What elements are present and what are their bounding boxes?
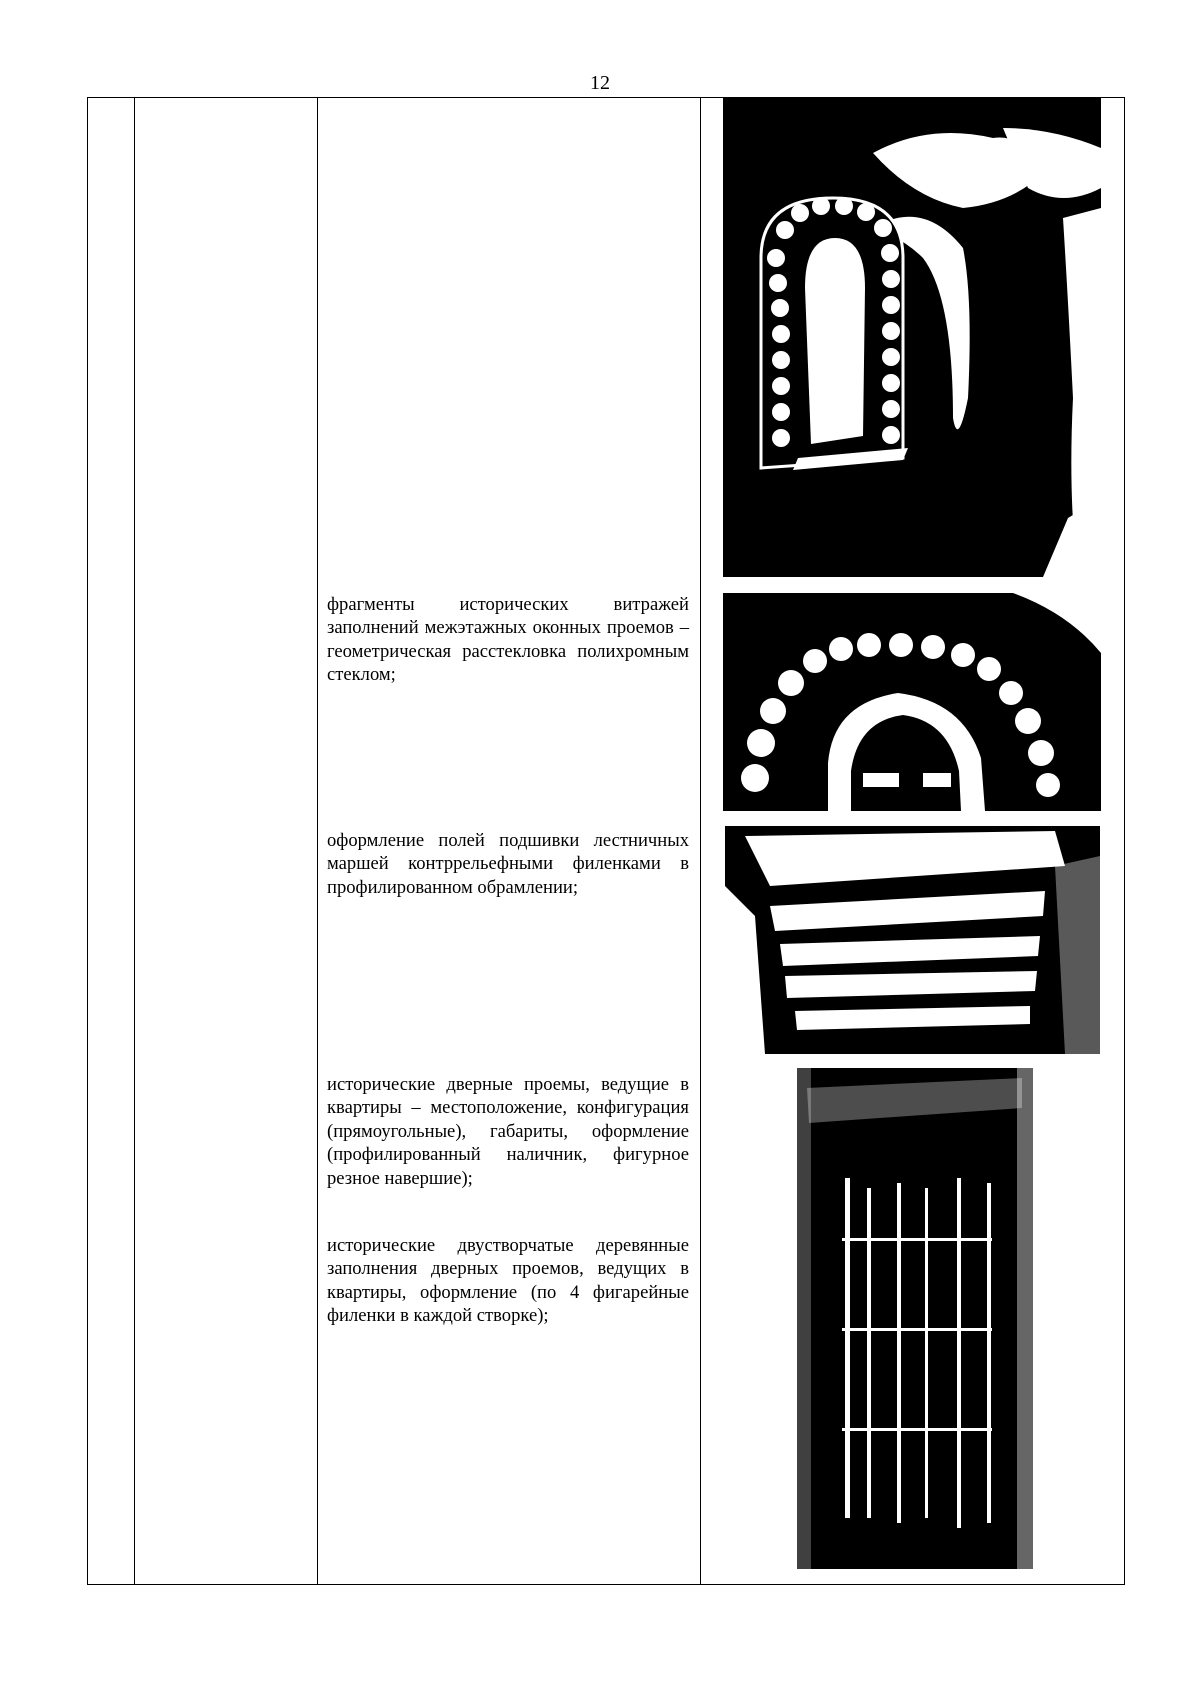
arched-window-photo bbox=[723, 98, 1101, 577]
row-description: оформление полей подшивки лестничных маршей контррельефными филенками в профилированном обрамлении; bbox=[327, 830, 689, 898]
page-number: 12 bbox=[590, 72, 610, 94]
row-description: исторические двустворчатые деревянные заполнения дверных проемов, ведущих в квартиры, оформление (по 4 фигарейные филенки в каждой створке); bbox=[327, 1235, 689, 1327]
column-divider bbox=[134, 98, 135, 1584]
row-description: фрагменты исторических витражей заполнений межэтажных оконных проемов – геометрическая расстекловка полихромным стеклом; bbox=[327, 594, 689, 686]
door-photo bbox=[797, 1068, 1033, 1569]
column-divider bbox=[700, 98, 701, 1584]
stained-glass-arch-photo bbox=[723, 593, 1101, 811]
row-description: исторические дверные проемы, ведущие в квартиры – местоположение, конфигурация (прямоугольные), габариты, оформление (профилированный наличник, фигурное резное навершие); bbox=[327, 1074, 689, 1189]
column-divider bbox=[317, 98, 318, 1584]
stair-soffit-panels-photo bbox=[725, 826, 1100, 1054]
